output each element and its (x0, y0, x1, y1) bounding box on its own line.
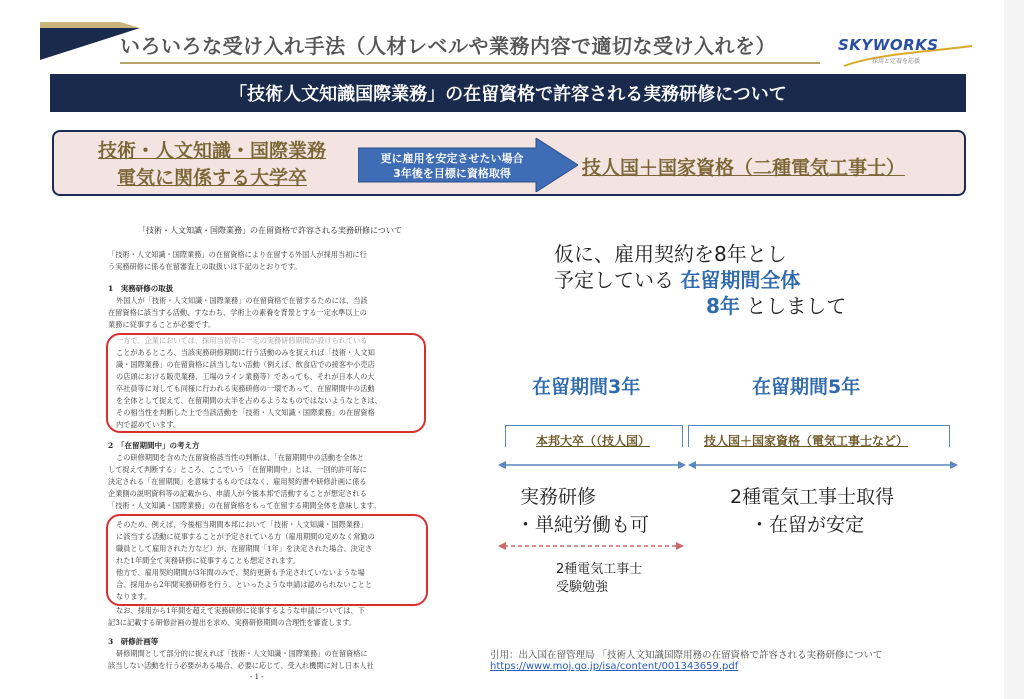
doc-title: 「技術・人文知識・国際業務」の在留資格で許容される実務研修について (138, 226, 402, 235)
doc-line: 「技術・人文知識・国際業務」の在留資格をもって在留する期間全体を意味します。 (108, 501, 381, 510)
timeline-arrow (498, 458, 958, 472)
page-edge (1004, 0, 1024, 699)
doc-line: この研修期間を含めた在留資格該当性の判断は、「在留期間中の活動を全体と (116, 453, 364, 462)
doc-line: に該当する活動に従事することが予定されている方（雇用期間の定めなく常勤の (116, 532, 375, 541)
scenario-line2-text: 予定している (554, 268, 681, 292)
doc-line: 企業側の説明資料等の記載から、申請人が今後本邦で活動することが想定される (108, 489, 367, 498)
study-period-arrow (498, 540, 684, 552)
scenario-line2 (554, 264, 800, 293)
doc-line: 研修期間として部分的に捉えれば「技術・人文知識・国際業務」の在留資格に (116, 649, 368, 658)
doc-line: 業務に従事することが必要です。 (108, 320, 216, 329)
scenario-line3 (706, 290, 846, 319)
doc-intro-line: う実務研修に係る在留審査上の取扱いは下記のとおりです。 (108, 262, 302, 271)
flow-left-text (72, 138, 352, 192)
doc-line: 一方で、企業においては、採用当初等に一定の実務研修期間が設けられている (116, 336, 368, 345)
doc-line: 内で認めています。 (116, 420, 181, 429)
scenario-line3-text: としまして (739, 294, 847, 318)
doc-line: 他方で、雇用契約期間が3年間のみで、契約更新も予定されていないような場 (116, 568, 365, 577)
scenario-line1: 仮に、雇用契約を8年とし (554, 242, 787, 266)
period-a-text2: ・単純労働も可 (516, 514, 650, 536)
source-citation: 引用：出入国在留管理局 「技術人文知識国際用務の在留資格で許容される実務研修について (490, 650, 883, 661)
doc-line: 決定される「在留期間」を意味するものではなく、雇用契約書や研修計画に係る (108, 477, 367, 486)
doc-line: そのため、例えば、今後相当期間本邦において「技術・人文知識・国際業務」 (116, 520, 368, 529)
doc-line: 在留資格に該当する活動、すなわち、学術上の素養を背景とする一定水準以上の (108, 308, 367, 317)
doc-line: れた1年間全て実務研修に従事することも想定されます。 (116, 556, 300, 565)
header-title: いろいろな受け入れ手法（人材レベルや業務内容で適切な受け入れを） (120, 34, 776, 58)
doc-line: して捉えて判断する」ところ、ここでいう「在留期間中」とは、一回的許可毎に (108, 465, 367, 474)
source-link[interactable]: https://www.moj.go.jp/isa/content/001343659.pdf (490, 661, 739, 672)
doc-line: 合、採用から2年間実務研修を行う、といったような申請は認められないことと (116, 580, 373, 589)
doc-line: ことがあるところ、当該実務研修期間に行う活動のみを捉えれば「技術・人文知 (116, 348, 375, 357)
period-5-years: 在留期間5年 (752, 376, 861, 398)
doc-heading-2: 2 「在留期間中」の考え方 (108, 441, 200, 450)
doc-heading-3: 3 研修計画等 (108, 637, 159, 646)
flow-left-line1: 技術・人文知識・国際業務 (97, 140, 326, 162)
doc-line: その相当性を判断した上で当該活動を「技術・人文知識・国際業務」の在留資格 (116, 408, 375, 417)
period-b-label: 技人国＋国家資格（電気工事士など） (704, 434, 909, 448)
flow-right-text: 技人国＋国家資格（二種電気工事士） (582, 157, 906, 179)
highlight-box-2 (106, 514, 428, 606)
arrow-label-line2: 3年後を目標に資格取得 (393, 167, 511, 180)
doc-line: なります。 (116, 592, 152, 601)
arrow-label (362, 151, 542, 181)
doc-line: 卒社員等に対しても同様に行われる実務研修の一環であって、在留期間中の活動 (116, 384, 375, 393)
doc-intro-line: 「技術・人文知識・国際業務」の在留資格により在留する外国人が採用当初に行 (108, 250, 367, 259)
doc-line: 記3に記載する研修計画の提出を求め、実務研修期間の合理性を審査します。 (108, 618, 357, 627)
doc-line: なお、採用から1年間を超えて実務研修に従事するような申請については、下 (116, 606, 365, 615)
period-b-text2: ・在留が安定 (750, 514, 865, 536)
period-a-text1: 実務研修 (520, 486, 597, 508)
logo: SKYWORKS (838, 36, 939, 54)
doc-line: 該当しない活動を行う必要がある場合、必要に応じて、受入れ機関に対し日本人社 (108, 661, 374, 670)
page-banner: 「技術人文知識国際業務」の在留資格で許容される実務研修について (50, 74, 966, 112)
study-label1: 2種電気工事士 (556, 562, 643, 577)
logo-subtitle: 採用と定着を応援 (872, 58, 921, 65)
period-a-label: 本邦大卒（（技人国） (536, 434, 651, 448)
flow-left-line2: 電気に関係する大学卒 (116, 167, 307, 189)
page-number: - 1 - (250, 673, 264, 681)
doc-heading-1: 1 実務研修の取扱 (108, 284, 174, 293)
doc-line: の店頭における販売業務、工場のライン業務等）であっても、それが日本人の大 (116, 372, 375, 381)
doc-line: 外国人が「技術・人文知識・国際業務」の在留資格で在留するためには、当該 (116, 296, 368, 305)
doc-line: を全体として捉えて、在留期間の大半を占めるようなものではないようなときは、 (116, 396, 382, 405)
highlight-box-1 (106, 333, 426, 433)
doc-line: 識・国際業務」の在留資格に該当しない活動（例えば、飲食店での接客や小売店 (116, 360, 375, 369)
arrow-label-line1: 更に雇用を安定させたい場合 (380, 152, 524, 165)
scenario-years: 8年 (706, 294, 740, 318)
scenario-highlight: 在留期間全体 (680, 268, 801, 292)
period-3-years: 在留期間3年 (532, 376, 641, 398)
study-label2: 受験勉強 (556, 580, 609, 595)
period-b-text1: 2種電気工事士取得 (730, 486, 895, 508)
header-underline (120, 62, 820, 64)
doc-line: 職員として雇用された方など）が、在留期間「1年」を決定された場合、決定さ (116, 544, 373, 553)
